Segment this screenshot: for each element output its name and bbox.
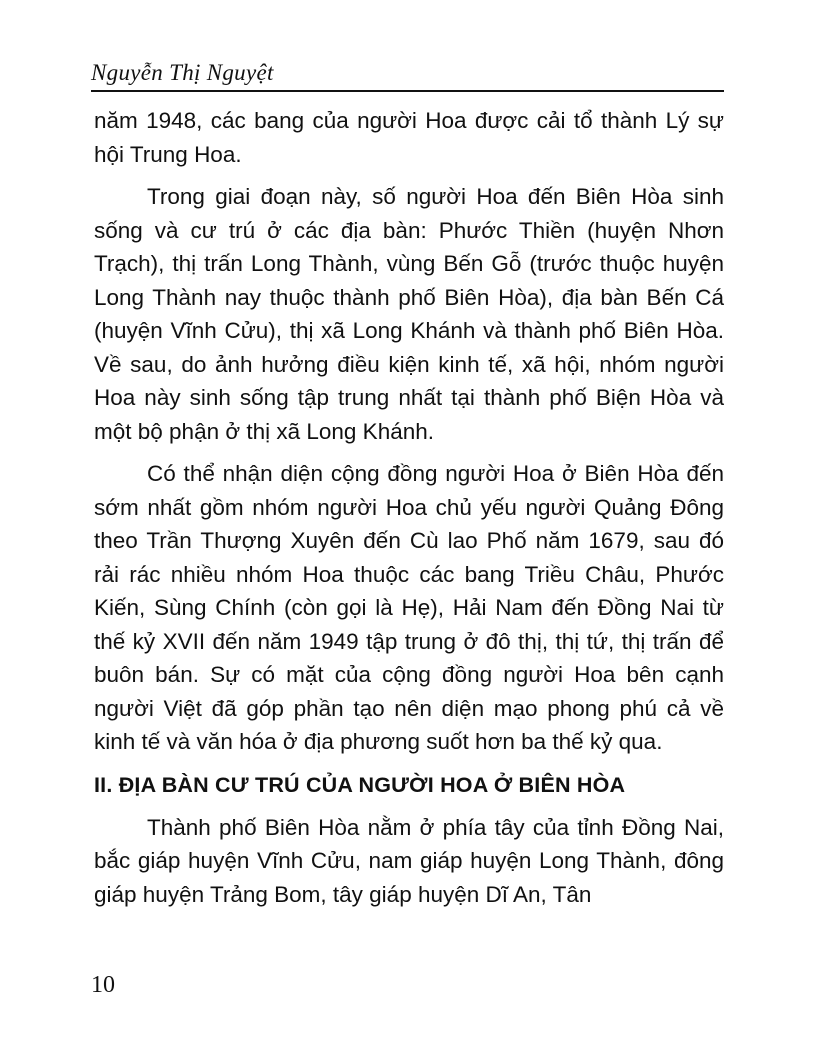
- running-head-author: Nguyễn Thị Nguyệt: [91, 60, 274, 85]
- page-number: 10: [91, 972, 115, 998]
- page-body: [94, 104, 724, 911]
- section-heading: II. ĐỊA BÀN CƯ TRÚ CỦA NGƯỜI HOA Ở BIÊN HÒA: [94, 772, 626, 797]
- body-paragraph-settlement: Trong giai đoạn này, số người Hoa đến Biên Hòa sinh sống và cư trú ở các địa bàn: Phước Thiền (huyện Nhơn Trạch), thị trấn Long Thành, vùng Bến Gỗ (trước thuộc huyện Long Thành nay thuộc thành phố Biên Hòa), địa bàn Bến Cá (huyện Vĩnh Cửu), thị xã Long Khánh và thành phố Biên Hòa. Về sau, do ảnh hưởng điều kiện kinh tế, xã hội, nhóm người Hoa này sinh sống tập trung nhất tại thành phố Biện Hòa và một bộ phận ở thị xã Long Khánh.: [94, 184, 724, 444]
- body-paragraph-origins: Có thể nhận diện cộng đồng người Hoa ở Biên Hòa đến sớm nhất gồm nhóm người Hoa chủ yếu người Quảng Đông theo Trần Thượng Xuyên đến Cù lao Phố năm 1679, sau đó rải rác nhiều nhóm Hoa thuộc các bang Triều Châu, Phước Kiến, Sùng Chính (còn gọi là Hẹ), Hải Nam đến Đồng Nai từ thế kỷ XVII đến năm 1949 tập trung ở đô thị, thị tứ, thị trấn để buôn bán. Sự có mặt của cộng đồng người Hoa bên cạnh người Việt đã góp phần tạo nên diện mạo phong phú cả về kinh tế và văn hóa ở địa phương suốt hơn ba thế kỷ qua.: [94, 461, 724, 754]
- body-paragraph-geography: Thành phố Biên Hòa nằm ở phía tây của tỉnh Đồng Nai, bắc giáp huyện Vĩnh Cửu, nam giáp huyện Long Thành, đông giáp huyện Trảng Bom, tây giáp huyện Dĩ An, Tân: [94, 814, 724, 907]
- header-rule: [91, 90, 724, 92]
- body-paragraph-continued: năm 1948, các bang của người Hoa được cải tổ thành Lý sự hội Trung Hoa.: [94, 108, 724, 167]
